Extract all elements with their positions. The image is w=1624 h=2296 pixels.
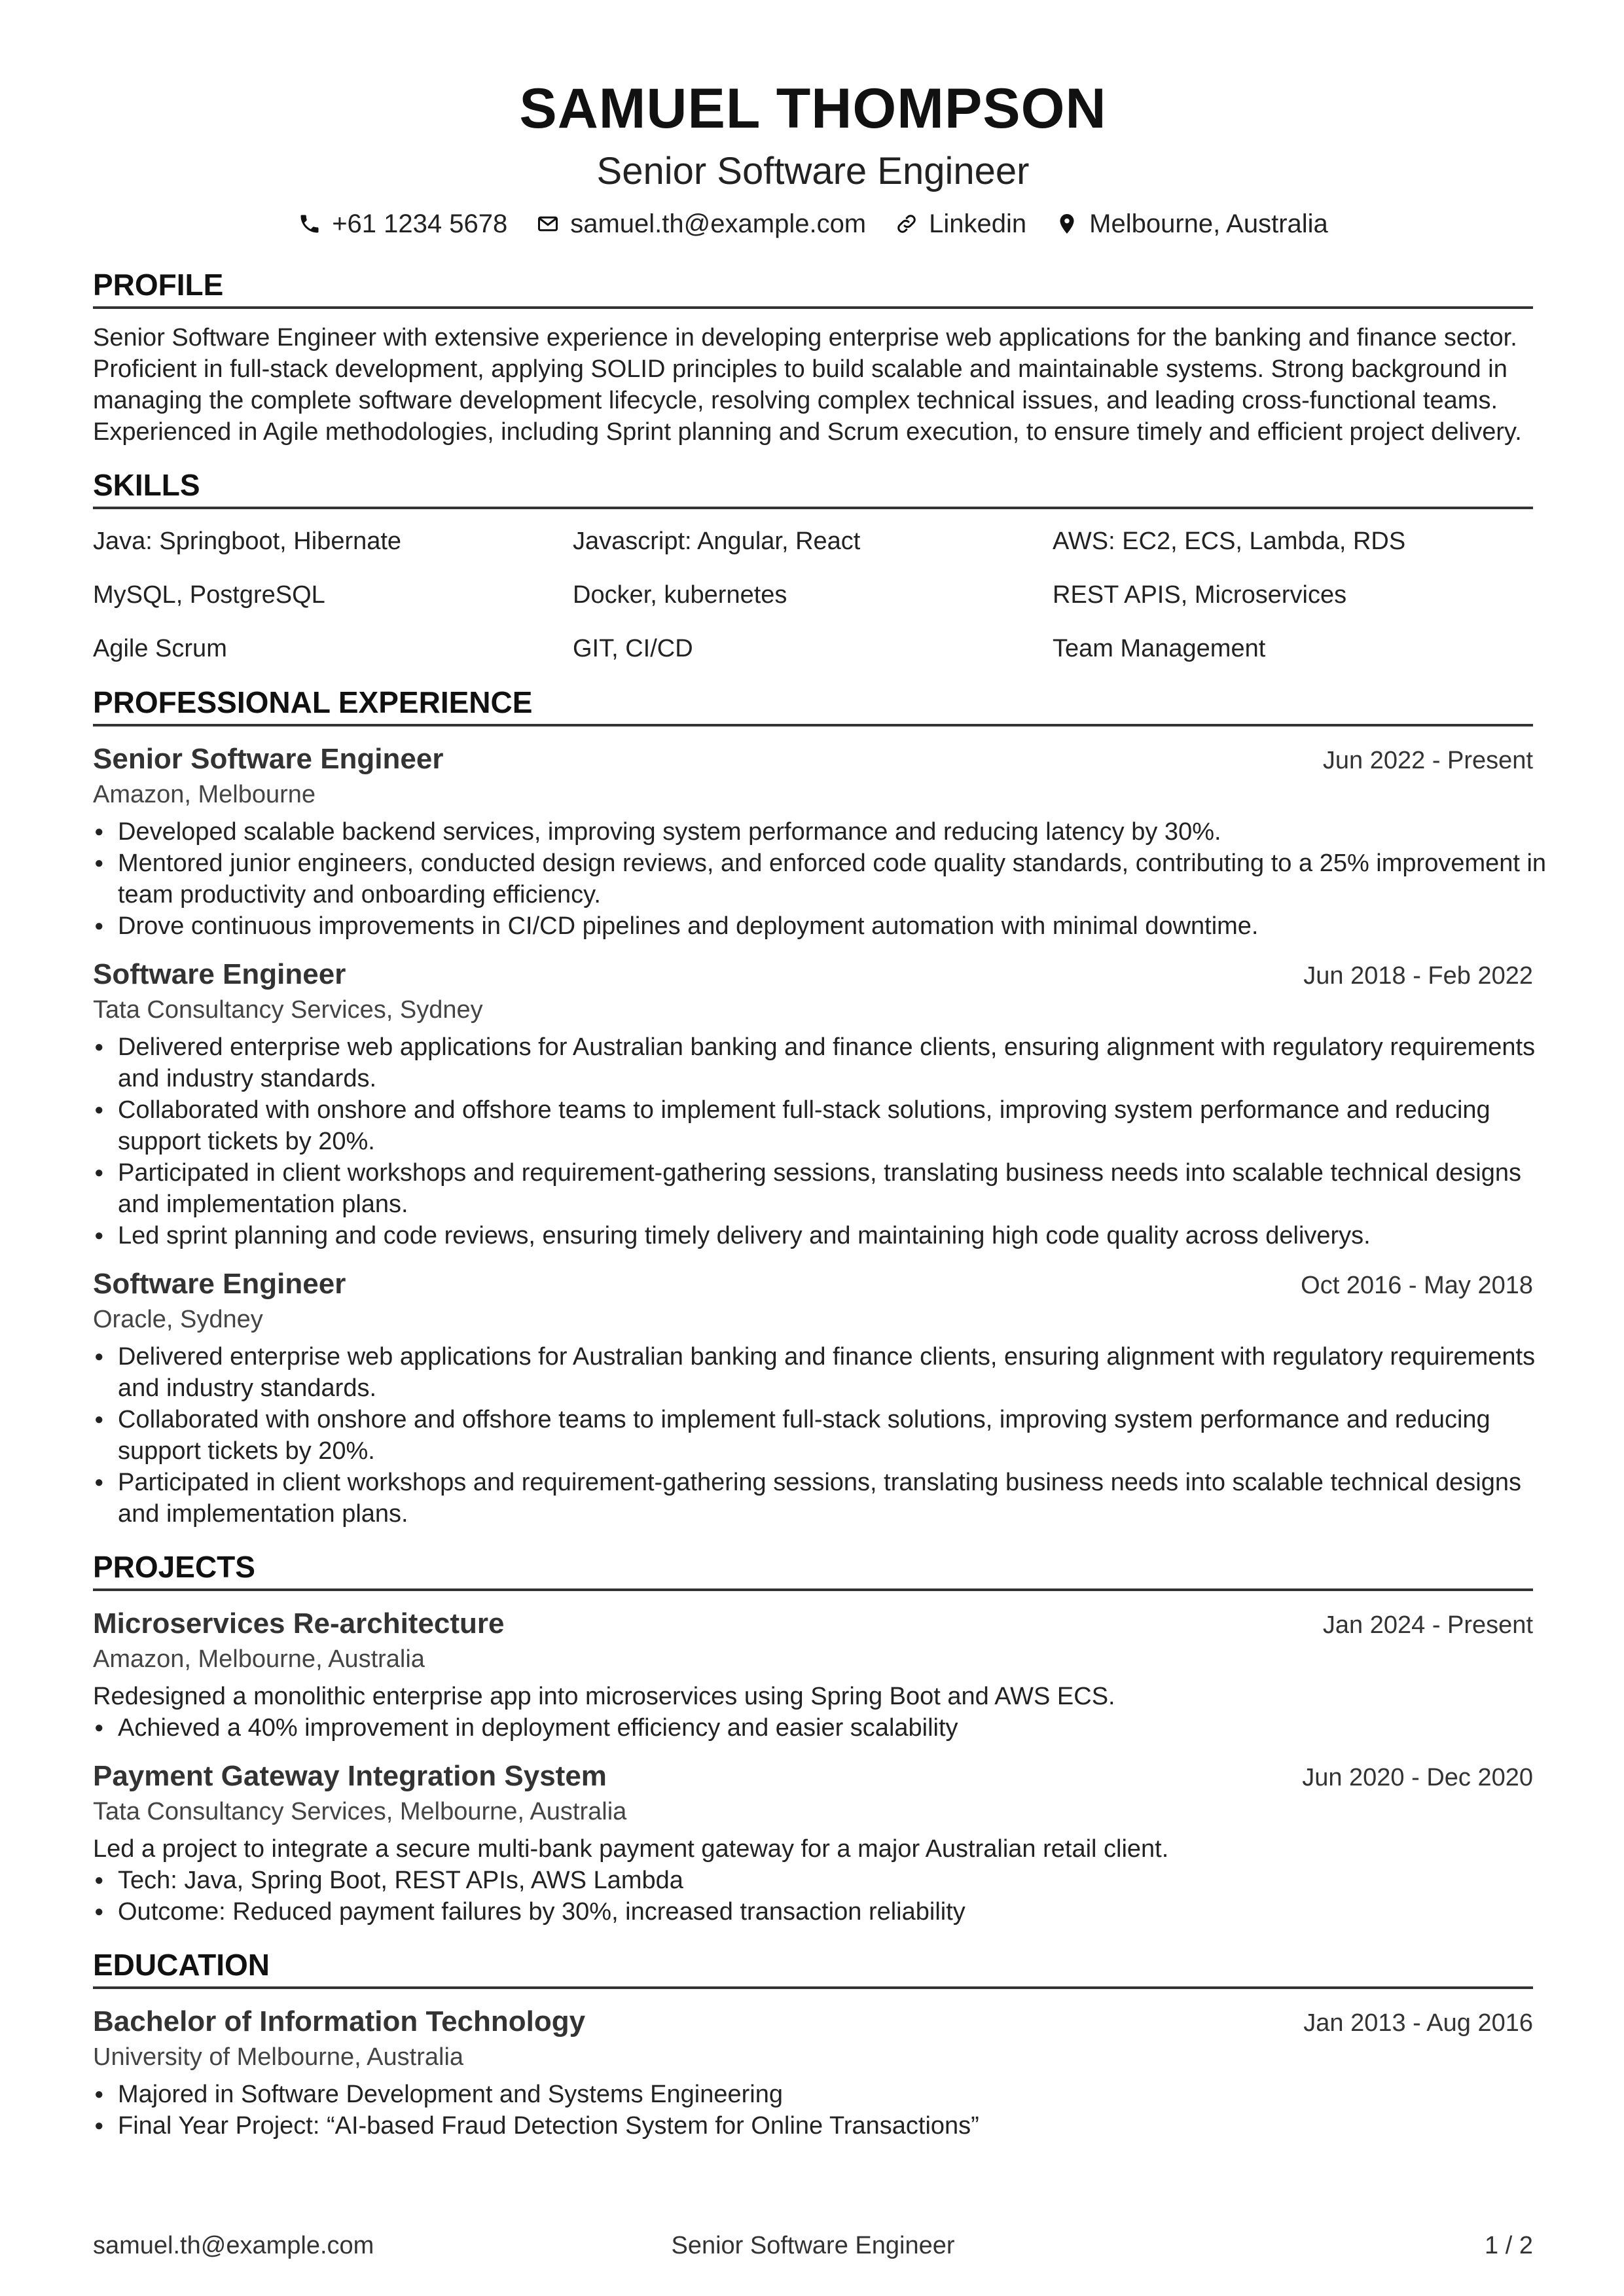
bullet-item: ● Mentored junior engineers, conducted design reviews, and enforced code quality standards, contributing to a 25% improvement in team productivity and onboarding efficiency.	[93, 848, 1558, 910]
bullet-item: ● Participated in client workshops and requirement-gathering sessions, translating business needs into scalable technical designs and implementation plans.	[93, 1467, 1558, 1530]
experience-section	[93, 682, 1547, 1530]
location-text: Melbourne, Australia	[1089, 209, 1328, 238]
phone-icon	[298, 212, 321, 236]
entry-header	[93, 1266, 1533, 1303]
project-bullets	[93, 1712, 1558, 1744]
contact-phone	[298, 206, 507, 242]
job-org: Tata Consultancy Services, Sydney	[93, 996, 483, 1024]
profile-summary: Senior Software Engineer with extensive experience in developing enterprise web applications for the banking and finance sector. Proficient in full-stack development, applying SOLID principles to build scalable and maintainable systems. Strong background in managing the complete software development lifecycle, resolving complex technical issues, and leading cross-functional teams. Experienced in Agile methodologies, including Sprint planning and Scrum execution, to ensure timely and efficient project delivery.	[93, 324, 1522, 446]
bullet-item: ● Final Year Project: “AI-based Fraud Detection System for Online Transactions”	[93, 2110, 1558, 2142]
project-description: Redesigned a monolithic enterprise app into microservices using Spring Boot and AWS ECS.	[93, 1683, 1115, 1710]
contact-email[interactable]	[536, 206, 866, 242]
phone-text: +61 1234 5678	[332, 209, 508, 238]
project-description: Led a project to integrate a secure multi-bank payment gateway for a major Australian retail client.	[93, 1835, 1169, 1863]
skill-item: REST APIS, Microservices	[1053, 581, 1347, 609]
job-date: Jun 2018 - Feb 2022	[1303, 962, 1533, 990]
education-institution: University of Melbourne, Australia	[93, 2043, 464, 2071]
section-heading-skills: SKILLS	[93, 465, 1533, 509]
entry-header	[93, 1605, 1533, 1643]
job-date: Oct 2016 - May 2018	[1301, 1272, 1533, 1299]
project-org: Amazon, Melbourne, Australia	[93, 1645, 425, 1673]
skill-item: Agile Scrum	[93, 635, 227, 662]
entry-header	[93, 1758, 1533, 1795]
job-org: Oracle, Sydney	[93, 1306, 263, 1333]
resume-header	[93, 71, 1533, 242]
contact-linkedin[interactable]	[895, 206, 1026, 242]
bullet-item: ● Collaborated with onshore and offshore teams to implement full-stack solutions, improving system performance and reducing support tickets by 20%.	[93, 1094, 1558, 1157]
job-role: Software Engineer	[93, 1268, 346, 1300]
linkedin-text[interactable]: Linkedin	[929, 209, 1027, 238]
job-role: Software Engineer	[93, 958, 346, 990]
education-section	[93, 1945, 1533, 2142]
bullet-item: ● Majored in Software Development and Systems Engineering	[93, 2079, 1558, 2110]
skill-item: AWS: EC2, ECS, Lambda, RDS	[1053, 528, 1406, 555]
projects-section	[93, 1547, 1533, 1928]
job-bullets	[93, 816, 1558, 942]
footer-title: Senior Software Engineer	[671, 2232, 955, 2259]
bullet-item: ● Developed scalable backend services, improving system performance and reducing latency by 30%.	[93, 816, 1558, 848]
project-org: Tata Consultancy Services, Melbourne, Australia	[93, 1798, 627, 1825]
bullet-item: ● Outcome: Reduced payment failures by 30%, increased transaction reliability	[93, 1896, 1558, 1928]
bullet-item: ● Collaborated with onshore and offshore teams to implement full-stack solutions, improving system performance and reducing support tickets by 20%.	[93, 1404, 1558, 1467]
project-date: Jan 2024 - Present	[1322, 1611, 1533, 1639]
experience-entry	[93, 741, 1547, 942]
project-name: Payment Gateway Integration System	[93, 1760, 607, 1792]
bullet-item: ● Led sprint planning and code reviews, ensuring timely delivery and maintaining high code quality across deliverys.	[93, 1220, 1558, 1251]
project-bullets	[93, 1865, 1558, 1928]
education-date: Jan 2013 - Aug 2016	[1303, 2009, 1533, 2037]
skill-item: Docker, kubernetes	[573, 581, 787, 609]
experience-entry	[93, 1266, 1536, 1530]
bullet-item: ● Tech: Java, Spring Boot, REST APIs, AWS Lambda	[93, 1865, 1558, 1896]
bullet-item: ● Achieved a 40% improvement in deployment efficiency and easier scalability	[93, 1712, 1558, 1744]
section-heading-projects: PROJECTS	[93, 1547, 1533, 1591]
bullet-item: ● Delivered enterprise web applications for Australian banking and finance clients, ensuring alignment with regulatory requirements and industry standards.	[93, 1031, 1558, 1094]
entry-header	[93, 741, 1533, 778]
section-heading-education: EDUCATION	[93, 1945, 1533, 1989]
experience-entry	[93, 956, 1536, 1251]
education-entry	[93, 2003, 1533, 2142]
skill-item: Java: Springboot, Hibernate	[93, 528, 402, 555]
section-heading-profile: PROFILE	[93, 264, 1533, 309]
skill-item: GIT, CI/CD	[573, 635, 693, 662]
mail-icon	[536, 212, 560, 236]
location-pin-icon	[1055, 212, 1079, 236]
contact-bar	[93, 206, 1533, 242]
skills-grid	[93, 525, 1533, 665]
profile-section	[93, 264, 1533, 448]
link-icon	[895, 212, 918, 236]
contact-location	[1055, 206, 1328, 242]
skills-section	[93, 465, 1533, 665]
project-entry	[93, 1605, 1533, 1744]
job-org: Amazon, Melbourne	[93, 781, 316, 808]
bullet-item: ● Delivered enterprise web applications for Australian banking and finance clients, ensuring alignment with regulatory requirements and industry standards.	[93, 1341, 1558, 1404]
job-role: Senior Software Engineer	[93, 743, 444, 775]
skill-item: Team Management	[1053, 635, 1266, 662]
skill-item: Javascript: Angular, React	[573, 528, 861, 555]
candidate-name: SAMUEL THOMPSON	[519, 77, 1107, 140]
degree-name: Bachelor of Information Technology	[93, 2005, 586, 2037]
job-date: Jun 2022 - Present	[1322, 747, 1533, 774]
education-bullets	[93, 2079, 1558, 2142]
page-number: 1 / 2	[1485, 2232, 1533, 2259]
job-bullets	[93, 1031, 1558, 1251]
section-heading-experience: PROFESSIONAL EXPERIENCE	[93, 682, 1533, 726]
bullet-item: ● Drove continuous improvements in CI/CD pipelines and deployment automation with minimal downtime.	[93, 910, 1558, 942]
candidate-title: Senior Software Engineer	[596, 150, 1030, 192]
entry-header	[93, 2003, 1533, 2041]
bullet-item: ● Participated in client workshops and requirement-gathering sessions, translating business needs into scalable technical designs and implementation plans.	[93, 1157, 1558, 1220]
page-footer	[93, 2229, 1533, 2262]
footer-email: samuel.th@example.com	[93, 2232, 374, 2259]
entry-header	[93, 956, 1533, 994]
resume-content	[93, 71, 1547, 2142]
project-date: Jun 2020 - Dec 2020	[1302, 1764, 1533, 1791]
job-bullets	[93, 1341, 1558, 1530]
skill-item: MySQL, PostgreSQL	[93, 581, 325, 609]
project-entry	[93, 1758, 1533, 1928]
project-name: Microservices Re-architecture	[93, 1607, 505, 1640]
email-text[interactable]: samuel.th@example.com	[570, 209, 867, 238]
